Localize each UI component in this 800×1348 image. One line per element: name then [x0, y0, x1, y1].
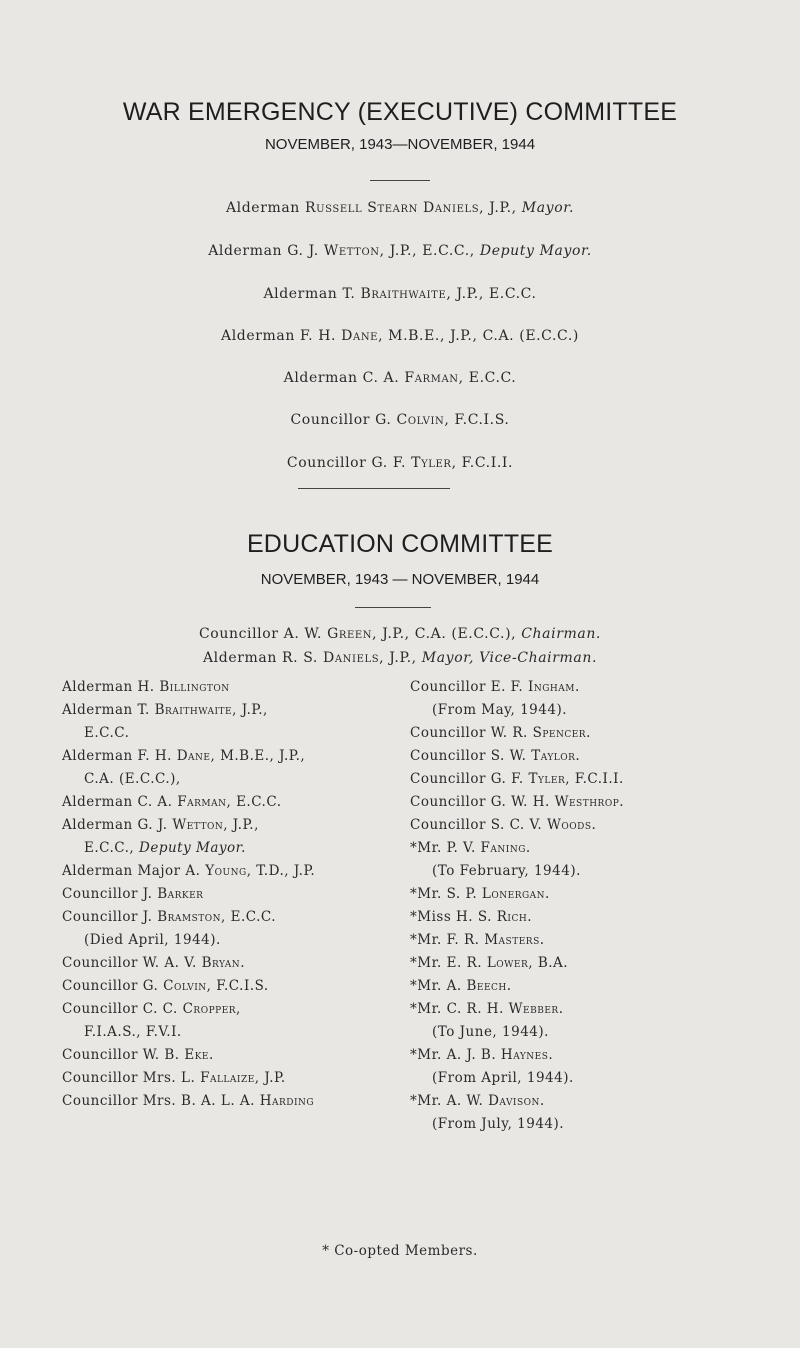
member-entry: Councillor W. R. Spencer. — [410, 725, 591, 741]
member-entry: *Mr. S. P. Lonergan. — [410, 886, 550, 902]
member-entry: Councillor Mrs. B. A. L. A. Harding — [62, 1093, 315, 1109]
war-committee-member: Alderman Russell Stearn Daniels, J.P., Mayor. — [225, 200, 575, 216]
education-committee-period: NOVEMBER, 1943 — NOVEMBER, 1944 — [260, 571, 540, 588]
education-members-left-column — [62, 676, 315, 1113]
member-entry: *Miss H. S. Rich. — [410, 909, 533, 925]
member-entry: Councillor S. C. V. Woods. — [410, 817, 597, 833]
member-entry: Alderman F. H. Dane, M.B.E., J.P., — [62, 748, 306, 764]
member-entry: Councillor W. B. Eke. — [62, 1047, 214, 1063]
member-entry: *Mr. E. R. Lower, B.A. — [410, 955, 569, 971]
member-entry: E.C.C. — [84, 725, 130, 741]
war-committee-member: Alderman C. A. Farman, E.C.C. — [283, 370, 517, 386]
member-entry: F.I.A.S., F.V.I. — [84, 1024, 182, 1040]
divider — [370, 180, 430, 181]
member-entry: (To June, 1944). — [432, 1024, 549, 1040]
member-entry: Councillor J. Bramston, E.C.C. — [62, 909, 277, 925]
member-entry: Councillor C. C. Cropper, — [62, 1001, 241, 1017]
member-entry: E.C.C., Deputy Mayor. — [84, 840, 246, 856]
member-entry: (From April, 1944). — [432, 1070, 574, 1086]
member-entry: Alderman G. J. Wetton, J.P., — [62, 817, 259, 833]
member-entry: *Mr. A. Beech. — [410, 978, 512, 994]
war-committee-member: Alderman T. Braithwaite, J.P., E.C.C. — [263, 286, 537, 302]
war-committee-member: Councillor G. F. Tyler, F.C.I.I. — [286, 455, 514, 471]
member-entry: Councillor W. A. V. Bryan. — [62, 955, 245, 971]
divider — [298, 488, 450, 489]
member-entry: (Died April, 1944). — [84, 932, 221, 948]
member-entry: Councillor G. Colvin, F.C.I.S. — [62, 978, 269, 994]
member-entry: Alderman T. Braithwaite, J.P., — [62, 702, 268, 718]
member-entry: Alderman C. A. Farman, E.C.C. — [62, 794, 282, 810]
member-entry: Councillor E. F. Ingham. — [410, 679, 580, 695]
member-entry: Councillor Mrs. L. Fallaize, J.P. — [62, 1070, 286, 1086]
member-entry: Councillor J. Barker — [62, 886, 204, 902]
member-entry: (To February, 1944). — [432, 863, 581, 879]
education-members-right-column — [410, 676, 624, 1136]
member-entry: (From July, 1944). — [432, 1116, 565, 1132]
member-entry: Councillor S. W. Taylor. — [410, 748, 581, 764]
member-entry: *Mr. A. J. B. Haynes. — [410, 1047, 554, 1063]
war-committee-member: Alderman G. J. Wetton, J.P., E.C.C., Deputy Mayor. — [208, 243, 592, 259]
member-entry: Councillor G. W. H. Westhrop. — [410, 794, 625, 810]
divider — [355, 607, 431, 608]
member-entry: Alderman Major A. Young, T.D., J.P. — [62, 863, 316, 879]
war-committee-member: Alderman F. H. Dane, M.B.E., J.P., C.A. (E.C.C.) — [221, 328, 579, 344]
member-entry: *Mr. A. W. Davison. — [410, 1093, 545, 1109]
war-committee-period: NOVEMBER, 1943—NOVEMBER, 1944 — [264, 136, 536, 153]
member-entry: C.A. (E.C.C.), — [84, 771, 181, 787]
war-committee-member: Councillor G. Colvin, F.C.I.S. — [290, 412, 510, 428]
member-entry: (From May, 1944). — [432, 702, 568, 718]
education-committee-title: EDUCATION COMMITTEE — [246, 530, 554, 558]
member-entry: Councillor G. F. Tyler, F.C.I.I. — [410, 771, 624, 787]
education-chairman: Councillor A. W. Green, J.P., C.A. (E.C.C.), Chairman. — [199, 626, 601, 642]
war-committee-title: WAR EMERGENCY (EXECUTIVE) COMMITTEE — [122, 98, 678, 126]
member-entry: *Mr. F. R. Masters. — [410, 932, 545, 948]
footnote: * Co-opted Members. — [322, 1243, 478, 1259]
member-entry: *Mr. C. R. H. Webber. — [410, 1001, 564, 1017]
member-entry: *Mr. P. V. Faning. — [410, 840, 531, 856]
education-vice-chairman: Alderman R. S. Daniels, J.P., Mayor, Vice-Chairman. — [202, 650, 598, 666]
member-entry: Alderman H. Billington — [62, 679, 230, 695]
